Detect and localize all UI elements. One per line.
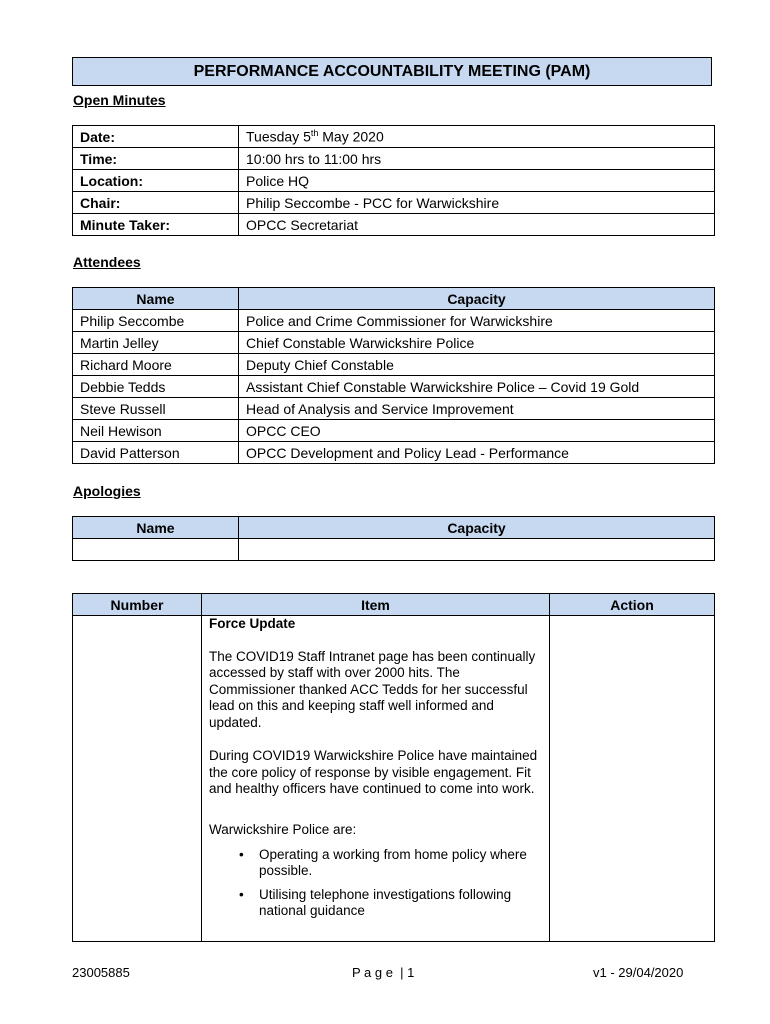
table-row — [73, 354, 715, 376]
chair-value: Philip Seccombe - PCC for Warwickshire — [239, 192, 715, 214]
number-header: Number — [73, 594, 202, 616]
details-row-location — [73, 170, 715, 192]
apology-capacity-empty — [239, 539, 715, 561]
attendee-name: David Patterson — [73, 442, 239, 464]
location-value: Police HQ — [239, 170, 715, 192]
details-row-minute-taker — [73, 214, 715, 236]
action-header: Action — [550, 594, 715, 616]
attendee-capacity: Head of Analysis and Service Improvement — [239, 398, 715, 420]
table-row — [73, 442, 715, 464]
attendee-name: Steve Russell — [73, 398, 239, 420]
minute-taker-value: OPCC Secretariat — [239, 214, 715, 236]
table-row — [73, 398, 715, 420]
apologies-table — [72, 516, 715, 561]
attendees-capacity-header: Capacity — [239, 288, 715, 310]
meeting-details-table — [72, 125, 715, 236]
date-value: Tuesday 5th May 2020 — [239, 126, 715, 148]
footer-version: v1 - 29/04/2020 — [593, 965, 684, 980]
table-row — [73, 376, 715, 398]
item-paragraph: The COVID19 Staff Intranet page has been continually accessed by staff with over 2000 hits. The Commissioner thanked ACC Tedds for her successful lead on this and keeping staff well informed and updated. — [209, 648, 536, 730]
item-number-cell — [73, 616, 202, 942]
list-item: • Utilising telephone investigations following national guidance — [239, 887, 512, 918]
footer-page-number: P a g e | 1 — [352, 965, 415, 980]
footer-document-number: 23005885 — [72, 965, 130, 980]
item-paragraph: Warwickshire Police are: — [209, 821, 357, 837]
item-header: Item — [202, 594, 550, 616]
apology-name-empty — [73, 539, 239, 561]
attendee-capacity: Police and Crime Commissioner for Warwickshire — [239, 310, 715, 332]
minute-taker-label: Minute Taker: — [73, 214, 239, 236]
attendee-capacity: OPCC Development and Policy Lead - Performance — [239, 442, 715, 464]
attendee-capacity: Assistant Chief Constable Warwickshire Police – Covid 19 Gold — [239, 376, 715, 398]
time-label: Time: — [73, 148, 239, 170]
attendee-name: Debbie Tedds — [73, 376, 239, 398]
time-value: 10:00 hrs to 11:00 hrs — [239, 148, 715, 170]
attendee-capacity: Chief Constable Warwickshire Police — [239, 332, 715, 354]
table-row — [73, 539, 715, 561]
attendee-name: Neil Hewison — [73, 420, 239, 442]
bullet-icon: • — [239, 847, 244, 862]
minutes-items-table — [72, 593, 715, 942]
attendee-name: Richard Moore — [73, 354, 239, 376]
list-item: • Operating a working from home policy where possible. — [239, 847, 527, 878]
item-title: Force Update — [209, 616, 296, 631]
apologies-capacity-header: Capacity — [239, 517, 715, 539]
date-label: Date: — [73, 126, 239, 148]
table-row — [73, 332, 715, 354]
open-minutes-heading: Open Minutes — [73, 92, 166, 108]
attendee-name: Philip Seccombe — [73, 310, 239, 332]
attendees-table — [72, 287, 715, 464]
attendees-heading: Attendees — [73, 254, 141, 270]
table-row — [73, 616, 715, 942]
chair-label: Chair: — [73, 192, 239, 214]
attendee-name: Martin Jelley — [73, 332, 239, 354]
apologies-name-header: Name — [73, 517, 239, 539]
attendee-capacity: Deputy Chief Constable — [239, 354, 715, 376]
attendee-capacity: OPCC CEO — [239, 420, 715, 442]
item-content-cell — [202, 616, 550, 942]
table-row — [73, 310, 715, 332]
bullet-icon: • — [239, 887, 244, 902]
apologies-heading: Apologies — [73, 483, 141, 499]
details-row-chair — [73, 192, 715, 214]
table-row — [73, 420, 715, 442]
item-action-cell — [550, 616, 715, 942]
details-row-date — [73, 126, 715, 148]
document-title: PERFORMANCE ACCOUNTABILITY MEETING (PAM) — [72, 57, 712, 86]
item-paragraph: During COVID19 Warwickshire Police have maintained the core policy of response by visible engagement. Fit and healthy officers have continued to come into work. — [209, 748, 538, 796]
attendees-name-header: Name — [73, 288, 239, 310]
location-label: Location: — [73, 170, 239, 192]
details-row-time — [73, 148, 715, 170]
